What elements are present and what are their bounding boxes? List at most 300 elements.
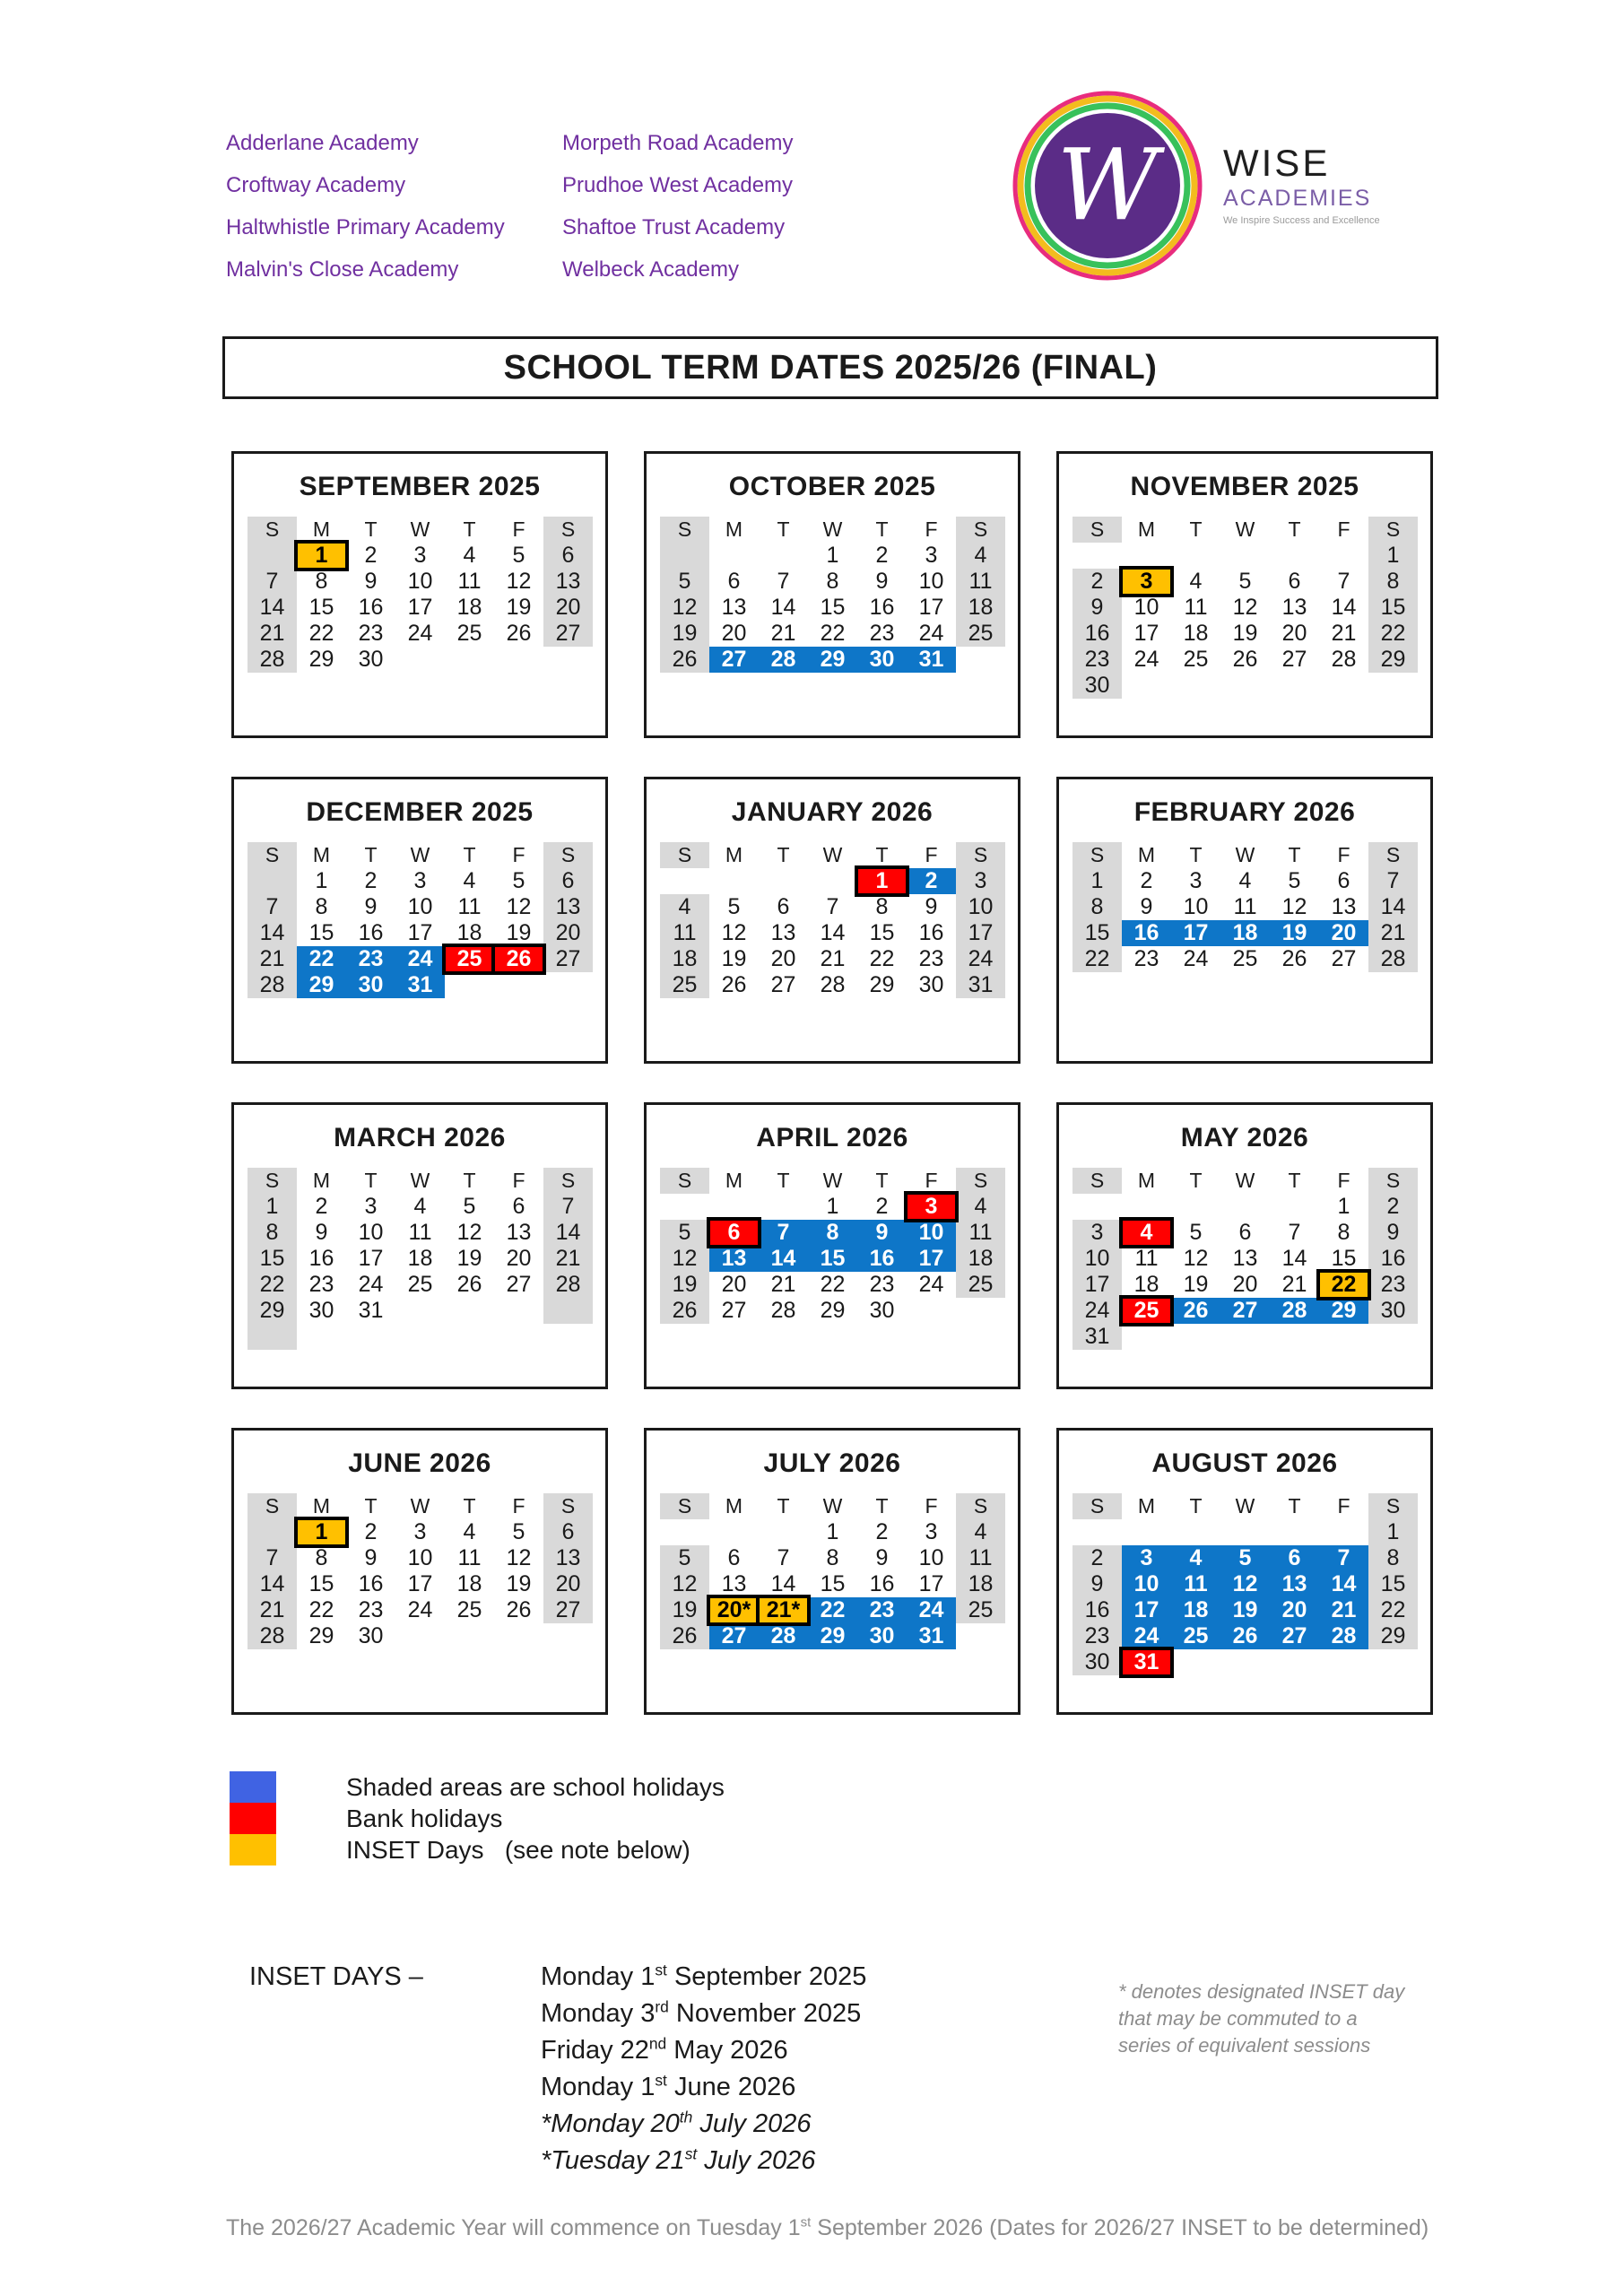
- day-cell: 15: [308, 920, 334, 945]
- academy-list-col1: [226, 122, 505, 291]
- day-header: T: [463, 1169, 476, 1192]
- month-grid: [248, 1493, 605, 1649]
- empty-cell: [543, 972, 593, 998]
- day-cell: 27: [709, 1623, 759, 1649]
- day-cell: 16: [358, 595, 384, 620]
- day-cell: 25: [456, 621, 482, 646]
- empty-cell: [494, 1324, 543, 1350]
- day-cell: 4: [1189, 569, 1203, 594]
- empty-cell: [1073, 1194, 1122, 1220]
- day-cell: 25: [445, 946, 494, 972]
- ordinal-suffix: st: [800, 2214, 812, 2231]
- day-header: M: [725, 843, 743, 866]
- legend-label: Bank holidays: [346, 1804, 503, 1832]
- day-cell: 19: [456, 1246, 482, 1271]
- day-cell: 15: [1073, 920, 1122, 946]
- day-cell: 29: [1368, 647, 1418, 673]
- empty-cell: [494, 647, 543, 673]
- day-cell: 9: [925, 894, 938, 919]
- day-cell: 24: [1183, 946, 1209, 971]
- empty-cell: [248, 543, 297, 569]
- day-cell: 16: [358, 920, 384, 945]
- day-header: S: [1073, 1493, 1122, 1519]
- day-cell: 1: [826, 1194, 839, 1219]
- day-cell: 18: [456, 1571, 482, 1596]
- day-header: T: [1189, 1169, 1203, 1192]
- day-cell: 2: [315, 1194, 328, 1219]
- day-cell: 15: [1368, 595, 1418, 621]
- day-cell: 25: [407, 1272, 433, 1297]
- legend-color-swatch: [230, 1771, 276, 1803]
- day-cell: 26: [1171, 1298, 1220, 1324]
- day-cell: 27: [1220, 1298, 1270, 1324]
- day-cell: 10: [956, 894, 1005, 920]
- day-cell: 21: [543, 1246, 593, 1272]
- empty-cell: [1171, 1194, 1220, 1220]
- academy-list-col2: [562, 122, 793, 291]
- day-cell: 13: [543, 894, 593, 920]
- day-cell: 9: [875, 569, 889, 594]
- day-cell: 31: [1073, 1324, 1122, 1350]
- day-cell: 27: [543, 621, 593, 647]
- day-cell: 24: [956, 946, 1005, 972]
- day-cell: 27: [721, 1298, 747, 1323]
- day-header: T: [1288, 1169, 1301, 1192]
- day-cell: 2: [875, 543, 889, 568]
- day-cell: 23: [918, 946, 944, 971]
- day-header: M: [312, 1169, 331, 1192]
- day-cell: 6: [1238, 1220, 1252, 1245]
- day-cell: 4: [956, 1194, 1005, 1220]
- day-header: S: [248, 1493, 297, 1519]
- month-title: JANUARY 2026: [731, 797, 934, 827]
- day-cell: 24: [918, 621, 944, 646]
- day-cell: 23: [1073, 1623, 1122, 1649]
- ordinal-suffix: st: [655, 2071, 667, 2090]
- empty-cell: [1122, 1519, 1171, 1545]
- day-cell: 31: [907, 647, 956, 673]
- inset-days-label: INSET DAYS –: [249, 1962, 423, 1991]
- day-cell: 20: [543, 1571, 593, 1597]
- day-cell: 13: [1232, 1246, 1258, 1271]
- empty-cell: [543, 1298, 593, 1324]
- day-cell: 5: [1189, 1220, 1203, 1245]
- day-cell: 28: [248, 1623, 297, 1649]
- day-cell: 3: [364, 1194, 378, 1219]
- legend-item: [230, 1834, 725, 1866]
- day-cell: 7: [1337, 569, 1350, 594]
- day-cell: 5: [1288, 868, 1301, 893]
- day-cell: 30: [358, 1623, 384, 1648]
- day-cell: 8: [315, 569, 328, 594]
- empty-cell: [1319, 543, 1368, 569]
- day-cell: 19: [721, 946, 747, 971]
- day-cell: 5: [660, 569, 709, 595]
- day-cell: 10: [1073, 1246, 1122, 1272]
- day-cell: 14: [543, 1220, 593, 1246]
- empty-cell: [395, 647, 445, 673]
- empty-cell: [1319, 1324, 1368, 1350]
- inset-day-line: [541, 1959, 866, 1996]
- ordinal-suffix: st: [684, 2144, 698, 2163]
- day-cell: 6: [1270, 1545, 1319, 1571]
- ordinal-suffix: th: [679, 2108, 693, 2126]
- empty-cell: [660, 868, 709, 894]
- day-header: S: [956, 842, 1005, 868]
- month-grid: [660, 1493, 1018, 1649]
- day-cell: 16: [1122, 920, 1171, 946]
- day-cell: 12: [721, 920, 747, 945]
- day-cell: 26: [660, 1623, 709, 1649]
- day-header: S: [248, 1168, 297, 1194]
- day-header: T: [1288, 517, 1301, 541]
- day-cell: 1: [315, 868, 328, 893]
- day-cell: 15: [1368, 1571, 1418, 1597]
- empty-cell: [1270, 1519, 1319, 1545]
- day-cell: 9: [875, 1545, 889, 1570]
- day-header: T: [364, 1494, 378, 1518]
- day-cell: 20: [1270, 1597, 1319, 1623]
- day-header: S: [1368, 517, 1418, 543]
- day-cell: 30: [308, 1298, 334, 1323]
- day-cell: 18: [956, 1571, 1005, 1597]
- day-cell: 30: [1073, 673, 1122, 699]
- empty-cell: [1171, 673, 1220, 699]
- logo-tagline: We Inspire Success and Excellence: [1223, 215, 1380, 226]
- day-cell: 24: [407, 1597, 433, 1622]
- day-cell: 3: [1189, 868, 1203, 893]
- text-segment: Friday 22: [541, 2036, 649, 2065]
- empty-cell: [709, 868, 759, 894]
- day-cell: 2: [364, 1519, 378, 1544]
- day-header: T: [875, 1169, 889, 1192]
- month-october-2025: [644, 451, 1020, 738]
- text-segment: Monday 3: [541, 1999, 656, 2028]
- day-header: F: [925, 843, 938, 866]
- empty-cell: [395, 1298, 445, 1324]
- academy-name: Shaftoe Trust Academy: [562, 215, 786, 239]
- day-cell: 4: [956, 1519, 1005, 1545]
- day-cell: 24: [918, 1272, 944, 1297]
- text-segment: *Tuesday 21: [541, 2146, 685, 2175]
- day-cell: 29: [1368, 1623, 1418, 1649]
- day-cell: 1: [1337, 1194, 1350, 1219]
- day-cell: 21: [1368, 920, 1418, 946]
- day-cell: 12: [1281, 894, 1307, 919]
- day-cell: 23: [358, 621, 384, 646]
- month-grid: [660, 1168, 1018, 1324]
- legend-color-swatch: [230, 1834, 276, 1866]
- day-cell: 27: [506, 1272, 532, 1297]
- day-header: F: [512, 517, 525, 541]
- day-header: T: [1288, 1494, 1301, 1518]
- day-cell: 14: [248, 920, 297, 946]
- day-cell: 15: [1331, 1246, 1357, 1271]
- day-cell: 6: [543, 868, 593, 894]
- day-cell: 9: [364, 1545, 378, 1570]
- day-cell: 25: [956, 1272, 1005, 1298]
- day-cell: 13: [1270, 1571, 1319, 1597]
- day-cell: 29: [820, 1298, 846, 1323]
- day-cell: 26: [506, 621, 532, 646]
- day-cell: 7: [777, 1545, 790, 1570]
- day-cell: 20: [721, 621, 747, 646]
- day-cell: 7: [543, 1194, 593, 1220]
- day-cell: 18: [456, 595, 482, 620]
- day-cell: 19: [1270, 920, 1319, 946]
- day-header: W: [410, 843, 430, 866]
- day-cell: 31: [907, 1623, 956, 1649]
- day-cell: 22: [308, 621, 334, 646]
- day-cell: 17: [1133, 621, 1159, 646]
- day-cell: 15: [869, 920, 895, 945]
- day-cell: 5: [660, 1220, 709, 1246]
- day-cell: 2: [907, 868, 956, 894]
- day-cell: 22: [1319, 1272, 1368, 1298]
- day-cell: 18: [407, 1246, 433, 1271]
- day-header: W: [822, 1494, 843, 1518]
- text-segment: The 2026/27 Academic Year will commence on Tuesday 1: [226, 2215, 801, 2240]
- day-cell: 4: [956, 543, 1005, 569]
- day-cell: 12: [506, 569, 532, 594]
- day-cell: 27: [770, 972, 796, 997]
- day-cell: 25: [956, 621, 1005, 647]
- day-header: S: [956, 1168, 1005, 1194]
- month-november-2025: [1056, 451, 1433, 738]
- day-cell: 2: [875, 1194, 889, 1219]
- day-cell: 22: [869, 946, 895, 971]
- day-cell: 6: [543, 1519, 593, 1545]
- empty-cell: [1073, 1519, 1122, 1545]
- ordinal-suffix: nd: [648, 2034, 667, 2053]
- day-cell: 13: [721, 1571, 747, 1596]
- day-header: M: [312, 1494, 331, 1518]
- day-cell: 13: [721, 595, 747, 620]
- day-cell: 13: [543, 1545, 593, 1571]
- month-grid: [660, 842, 1018, 998]
- day-cell: 30: [869, 1298, 895, 1323]
- month-title: DECEMBER 2025: [306, 797, 534, 827]
- day-header: W: [1235, 1169, 1255, 1192]
- day-cell: 30: [1073, 1649, 1122, 1675]
- day-cell: 26: [456, 1272, 482, 1297]
- day-cell: 4: [660, 894, 709, 920]
- day-cell: 2: [364, 868, 378, 893]
- day-header: F: [512, 1494, 525, 1518]
- day-cell: 27: [709, 647, 759, 673]
- day-header: M: [1137, 1494, 1156, 1518]
- title-banner: [222, 336, 1438, 399]
- empty-cell: [248, 868, 297, 894]
- day-cell: 25: [456, 1597, 482, 1622]
- legend: [230, 1771, 725, 1866]
- empty-cell: [1073, 543, 1122, 569]
- day-cell: 17: [407, 920, 433, 945]
- day-cell: 2: [875, 1519, 889, 1544]
- day-header: S: [1073, 1168, 1122, 1194]
- day-cell: 18: [1220, 920, 1270, 946]
- day-cell: 8: [826, 1545, 839, 1570]
- day-cell: 11: [956, 569, 1005, 595]
- text-segment: May 2026: [666, 2036, 788, 2065]
- day-header: S: [248, 517, 297, 543]
- empty-cell: [543, 647, 593, 673]
- day-cell: 19: [660, 1597, 709, 1623]
- day-header: F: [925, 1494, 938, 1518]
- day-cell: 26: [494, 946, 543, 972]
- day-cell: 7: [248, 1545, 297, 1571]
- day-cell: 16: [308, 1246, 334, 1271]
- day-cell: 17: [907, 1246, 956, 1272]
- legend-item: [230, 1771, 725, 1803]
- day-header: T: [875, 843, 889, 866]
- day-header: S: [1368, 842, 1418, 868]
- day-cell: 14: [1319, 1571, 1368, 1597]
- day-header: F: [512, 843, 525, 866]
- month-may-2026: [1056, 1102, 1433, 1389]
- empty-cell: [1270, 1649, 1319, 1675]
- day-header: M: [1137, 843, 1156, 866]
- empty-cell: [759, 868, 808, 894]
- day-header: S: [543, 1168, 593, 1194]
- empty-cell: [494, 972, 543, 998]
- day-cell: 9: [1073, 595, 1122, 621]
- day-cell: 12: [506, 1545, 532, 1570]
- day-cell: 12: [1232, 595, 1258, 620]
- empty-cell: [1171, 1519, 1220, 1545]
- day-cell: 30: [857, 1623, 907, 1649]
- inset-day-line: [541, 1996, 866, 2032]
- academy-name: Adderlane Academy: [226, 131, 419, 155]
- empty-cell: [248, 1324, 297, 1350]
- day-cell: 16: [1073, 621, 1122, 647]
- day-cell: 4: [413, 1194, 427, 1219]
- empty-cell: [445, 972, 494, 998]
- day-cell: 1: [297, 1519, 346, 1545]
- empty-cell: [1270, 543, 1319, 569]
- empty-cell: [445, 1298, 494, 1324]
- day-header: S: [1073, 517, 1122, 543]
- text-segment: July 2026: [692, 2109, 812, 2138]
- day-cell: 9: [1368, 1220, 1418, 1246]
- day-cell: 15: [248, 1246, 297, 1272]
- day-cell: 16: [869, 595, 895, 620]
- month-december-2025: [231, 777, 608, 1064]
- empty-cell: [1220, 673, 1270, 699]
- day-cell: 2: [364, 543, 378, 568]
- text-segment: June 2026: [666, 2073, 796, 2101]
- ordinal-suffix: st: [655, 1961, 667, 1979]
- day-cell: 4: [463, 868, 476, 893]
- day-cell: 10: [1183, 894, 1209, 919]
- day-cell: 8: [826, 569, 839, 594]
- footer-note: [226, 2215, 1429, 2241]
- academy-name: Malvin's Close Academy: [226, 257, 459, 282]
- empty-cell: [1220, 1649, 1270, 1675]
- logo-monogram: W: [1056, 127, 1159, 242]
- day-header: T: [777, 1169, 790, 1192]
- day-cell: 15: [820, 1571, 846, 1596]
- day-cell: 8: [315, 1545, 328, 1570]
- day-cell: 12: [456, 1220, 482, 1245]
- empty-cell: [759, 543, 808, 569]
- day-header: W: [1235, 1494, 1255, 1518]
- day-header: W: [410, 1494, 430, 1518]
- day-cell: 7: [248, 894, 297, 920]
- day-cell: 9: [364, 894, 378, 919]
- day-header: M: [1137, 1169, 1156, 1192]
- month-july-2026: [644, 1428, 1020, 1715]
- day-cell: 20: [506, 1246, 532, 1271]
- day-cell: 28: [820, 972, 846, 997]
- day-cell: 17: [1073, 1272, 1122, 1298]
- empty-cell: [1122, 1194, 1171, 1220]
- day-header: S: [660, 1168, 709, 1194]
- empty-cell: [445, 1623, 494, 1649]
- day-cell: 15: [808, 1246, 857, 1272]
- logo-brand-text: WISE: [1223, 142, 1331, 184]
- day-cell: 3: [925, 543, 938, 568]
- day-header: T: [1189, 517, 1203, 541]
- day-cell: 31: [1122, 1649, 1171, 1675]
- day-cell: 1: [1368, 1519, 1418, 1545]
- day-header: S: [543, 1493, 593, 1519]
- day-cell: 1: [297, 543, 346, 569]
- day-header: S: [956, 517, 1005, 543]
- day-cell: 20: [721, 1272, 747, 1297]
- day-cell: 1: [1073, 868, 1122, 894]
- day-cell: 29: [297, 972, 346, 998]
- day-cell: 17: [358, 1246, 384, 1271]
- day-cell: 19: [1220, 1597, 1270, 1623]
- empty-cell: [543, 1623, 593, 1649]
- day-cell: 3: [413, 543, 427, 568]
- day-cell: 28: [770, 1298, 796, 1323]
- day-header: F: [925, 517, 938, 541]
- empty-cell: [1319, 1649, 1368, 1675]
- day-cell: 28: [759, 647, 808, 673]
- text-segment: November 2025: [668, 1999, 862, 2028]
- academy-name: Haltwhistle Primary Academy: [226, 215, 505, 239]
- day-cell: 27: [1281, 647, 1307, 672]
- day-header: S: [543, 842, 593, 868]
- month-title: JUNE 2026: [348, 1448, 491, 1478]
- month-grid: [248, 842, 605, 998]
- day-cell: 18: [1183, 621, 1209, 646]
- day-cell: 20: [1281, 621, 1307, 646]
- day-cell: 5: [660, 1545, 709, 1571]
- day-cell: 25: [1232, 946, 1258, 971]
- empty-cell: [543, 1324, 593, 1350]
- day-cell: 31: [956, 972, 1005, 998]
- academy-name: Welbeck Academy: [562, 257, 739, 282]
- day-cell: 16: [869, 1571, 895, 1596]
- day-cell: 27: [1270, 1623, 1319, 1649]
- day-cell: 14: [248, 1571, 297, 1597]
- day-cell: 8: [1073, 894, 1122, 920]
- day-cell: 19: [506, 920, 532, 945]
- day-header: W: [822, 1169, 843, 1192]
- day-cell: 5: [463, 1194, 476, 1219]
- day-cell: 11: [457, 1545, 482, 1570]
- empty-cell: [1171, 543, 1220, 569]
- day-cell: 10: [1133, 595, 1159, 620]
- day-cell: 26: [1220, 1623, 1270, 1649]
- day-cell: 25: [1171, 1623, 1220, 1649]
- day-cell: 20: [770, 946, 796, 971]
- day-cell: 17: [918, 595, 944, 620]
- empty-cell: [1319, 1519, 1368, 1545]
